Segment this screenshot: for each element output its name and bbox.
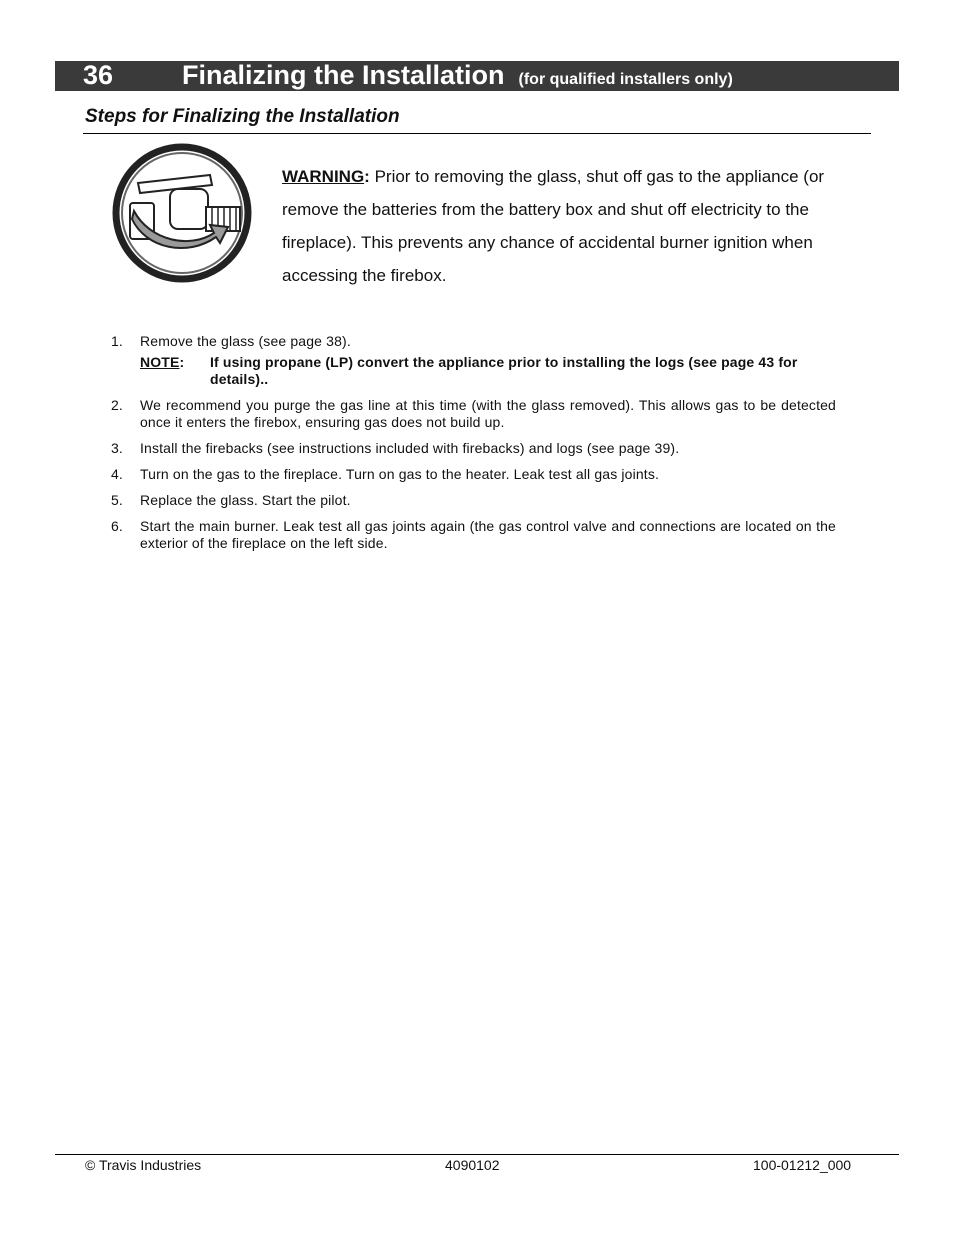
page-subtitle: (for qualified installers only) — [518, 71, 733, 88]
step-text: Install the firebacks (see instructions included with firebacks) and logs (see page 39). — [140, 440, 680, 456]
step-item — [111, 466, 836, 483]
footer-document-number: 4090102 — [445, 1157, 500, 1173]
step-text: Replace the glass. Start the pilot. — [140, 492, 351, 508]
step-text: Start the main burner. Leak test all gas joints again (the gas control valve and connections are located on the exterior of the fireplace on the left side. — [140, 518, 836, 551]
page-title-text: Finalizing the Installation — [182, 60, 505, 90]
page-title — [182, 60, 733, 95]
note-text: If using propane (LP) convert the appliance prior to installing the logs (see page 43 for details).. — [210, 354, 798, 387]
steps-list — [111, 333, 836, 561]
step-item — [111, 397, 836, 431]
step-note — [140, 354, 836, 388]
note-label — [140, 354, 184, 371]
note-colon: : — [179, 354, 185, 370]
step-number: 1. — [111, 333, 123, 349]
step-item — [111, 333, 836, 388]
warning-message — [282, 160, 842, 292]
warning-label: WARNING — [282, 167, 365, 186]
step-item — [111, 518, 836, 552]
footer-divider — [55, 1154, 899, 1155]
section-heading: Steps for Finalizing the Installation — [85, 106, 400, 127]
gas-shutoff-valve-icon — [110, 141, 254, 285]
warning-colon: : — [364, 167, 370, 186]
step-item — [111, 440, 836, 457]
step-number: 5. — [111, 492, 123, 508]
note-label-text: NOTE — [140, 354, 180, 370]
footer-part-number: 100-01212_000 — [753, 1157, 852, 1173]
step-text: Turn on the gas to the fireplace. Turn on gas to the heater. Leak test all gas joints. — [140, 466, 660, 482]
page-header-bar — [55, 61, 899, 91]
step-text: Remove the glass (see page 38). — [140, 333, 351, 349]
step-number: 3. — [111, 440, 123, 456]
step-number: 2. — [111, 397, 123, 413]
step-text: We recommend you purge the gas line at this time (with the glass removed). This allows gas to be detected once it enters the firebox, ensuring gas does not build up. — [140, 397, 836, 430]
page-number: 36 — [83, 60, 114, 90]
section-divider — [83, 133, 871, 134]
warning-body: Prior to removing the glass, shut off gas to the appliance (or remove the batteries from the battery box and shut off electricity to the fireplace). This prevents any chance of accidental burner ignition when accessing the firebox. — [282, 167, 825, 285]
step-number: 4. — [111, 466, 123, 482]
step-number: 6. — [111, 518, 123, 534]
step-item — [111, 492, 836, 509]
footer-copyright: © Travis Industries — [85, 1157, 202, 1173]
